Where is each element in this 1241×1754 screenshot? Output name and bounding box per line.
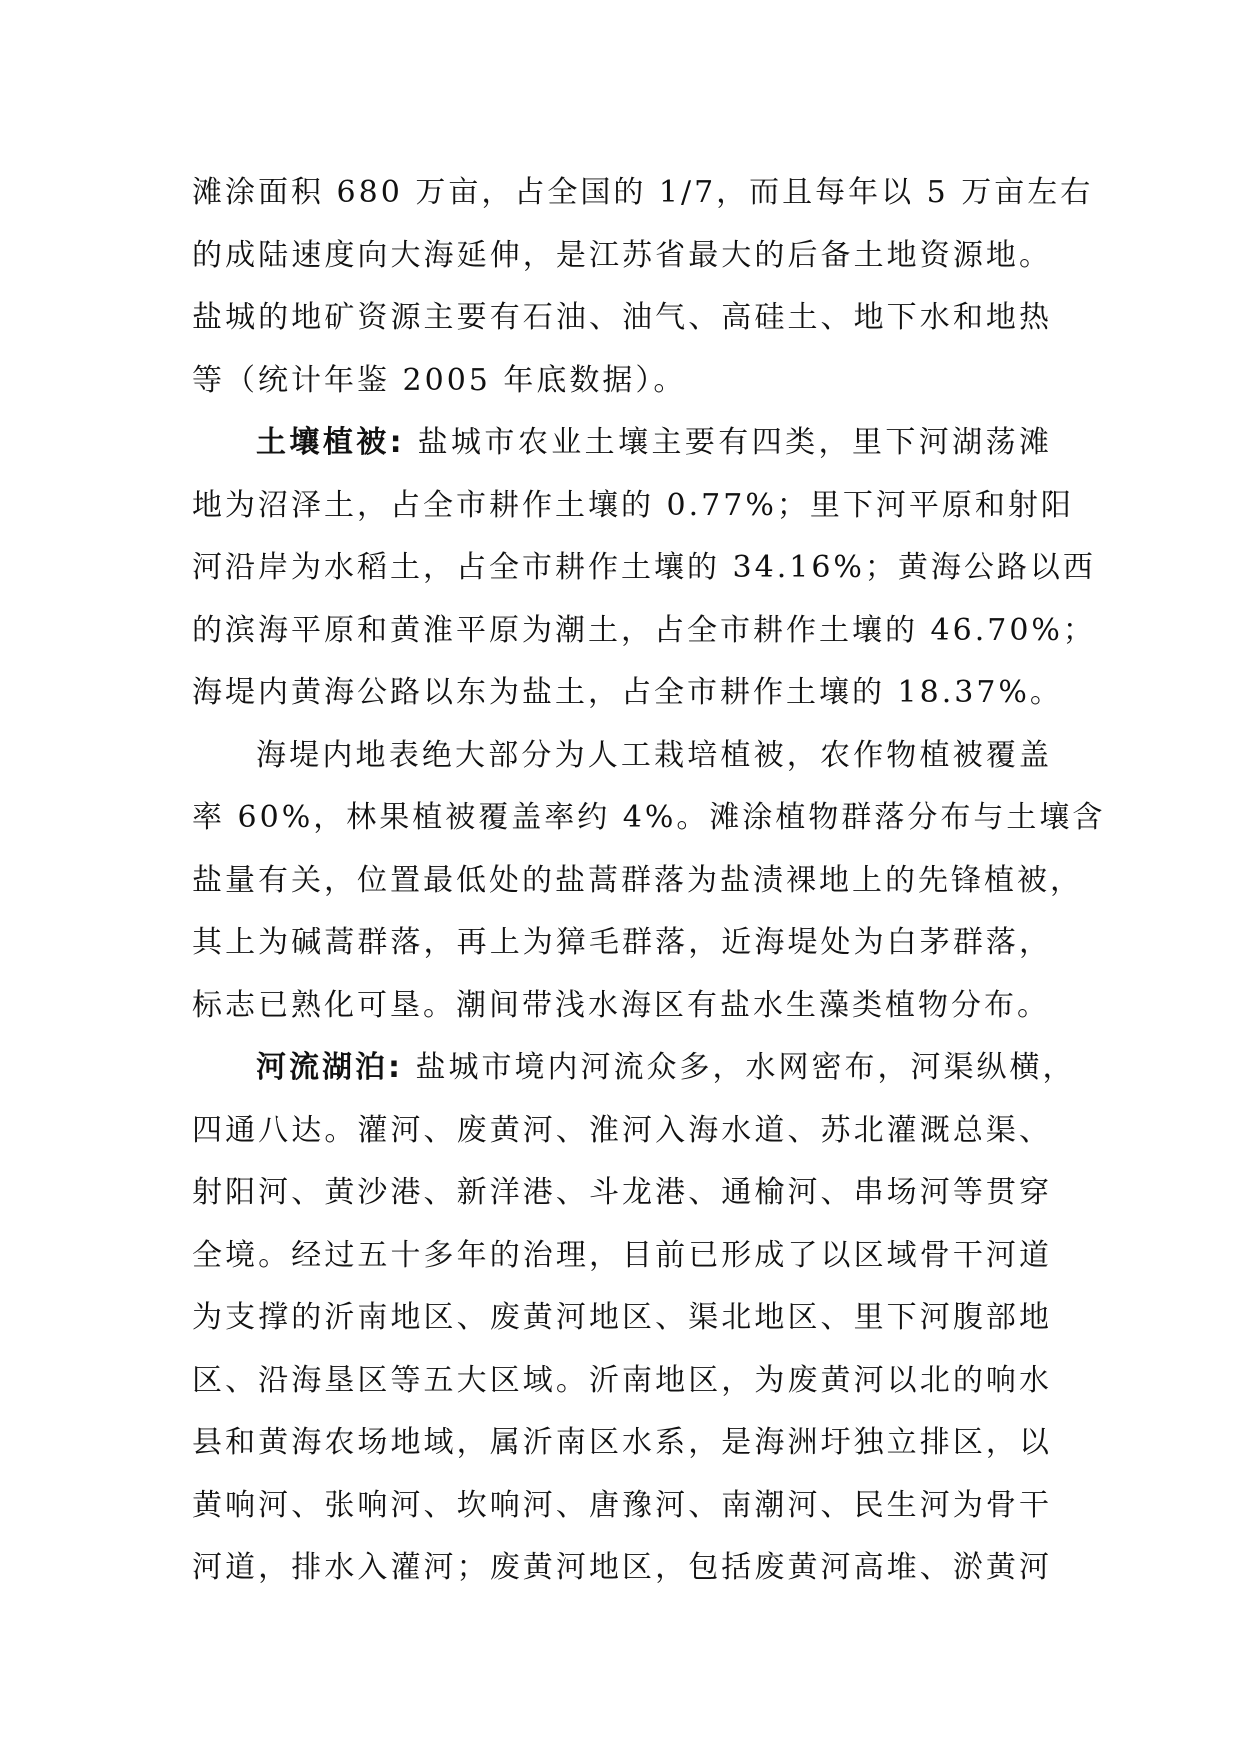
text-line: 的成陆速度向大海延伸，是江苏省最大的后备土地资源地。 — [192, 237, 1052, 273]
text-line: 的滨海平原和黄淮平原为潮土，占全市耕作土壤的 46.70%； — [192, 612, 1096, 648]
text-line: 盐城的地矿资源主要有石油、油气、高硅土、地下水和地热 — [192, 300, 1052, 335]
paragraph-rivers-lakes — [192, 1037, 1076, 1600]
text-line: 等（统计年鉴 2005 年底数据）。 — [192, 362, 687, 398]
text-line: 区、沿海垦区等五大区域。沂南地区，为废黄河以北的响水 — [192, 1362, 1052, 1398]
text-span: 盐城市农业土壤主要有四类，里下河湖荡滩 — [404, 425, 1053, 460]
text-line: 河沿岸为水稻土，占全市耕作土壤的 34.16%；黄海公路以西 — [192, 550, 1096, 585]
text-line: 盐量有关，位置最低处的盐蒿群落为盐渍裸地上的先锋植被， — [192, 862, 1083, 898]
text-line: 海堤内地表绝大部分为人工栽培植被，农作物植被覆盖 — [256, 737, 1052, 773]
paragraph-land-resources — [192, 162, 1094, 412]
text-line: 县和黄海农场地域，属沂南区水系，是海洲圩独立排区，以 — [192, 1425, 1052, 1460]
text-line: 全境。经过五十多年的治理，目前已形成了以区域骨干河道 — [192, 1237, 1052, 1273]
text-line: 河道，排水入灌河；废黄河地区，包括废黄河高堆、淤黄河 — [192, 1550, 1052, 1585]
text-line — [192, 412, 1052, 475]
text-line: 地为沼泽土，占全市耕作土壤的 0.77%；里下河平原和射阳 — [192, 487, 1074, 523]
text-line: 滩涂面积 680 万亩，占全国的 1/7，而且每年以 5 万亩左右 — [192, 175, 1094, 210]
section-heading-soil: 土壤植被: — [256, 425, 405, 460]
paragraph-soil-vegetation — [192, 412, 1096, 725]
text-line: 海堤内黄海公路以东为盐土，占全市耕作土壤的 18.37%。 — [192, 675, 1063, 710]
section-heading-rivers: 河流湖泊: — [256, 1050, 403, 1085]
text-line: 率 60%，林果植被覆盖率约 4%。滩涂植物群落分布与土壤含 — [192, 800, 1106, 835]
text-line: 四通八达。灌河、废黄河、淮河入海水道、苏北灌溉总渠、 — [192, 1112, 1052, 1148]
paragraph-vegetation-cover — [192, 725, 1106, 1038]
text-line: 射阳河、黄沙港、新洋港、斗龙港、通榆河、串场河等贯穿 — [192, 1175, 1052, 1210]
text-span: 盐城市境内河流众多，水网密布，河渠纵横， — [403, 1050, 1076, 1085]
text-line — [192, 1037, 1076, 1100]
text-line: 标志已熟化可垦。潮间带浅水海区有盐水生藻类植物分布。 — [192, 987, 1050, 1023]
text-line: 黄响河、张响河、坎响河、唐豫河、南潮河、民生河为骨干 — [192, 1487, 1052, 1523]
text-line: 其上为碱蒿群落，再上为獐毛群落，近海堤处为白茅群落， — [192, 925, 1052, 960]
text-line: 为支撑的沂南地区、废黄河地区、渠北地区、里下河腹部地 — [192, 1300, 1052, 1335]
body-text — [192, 162, 1106, 1600]
